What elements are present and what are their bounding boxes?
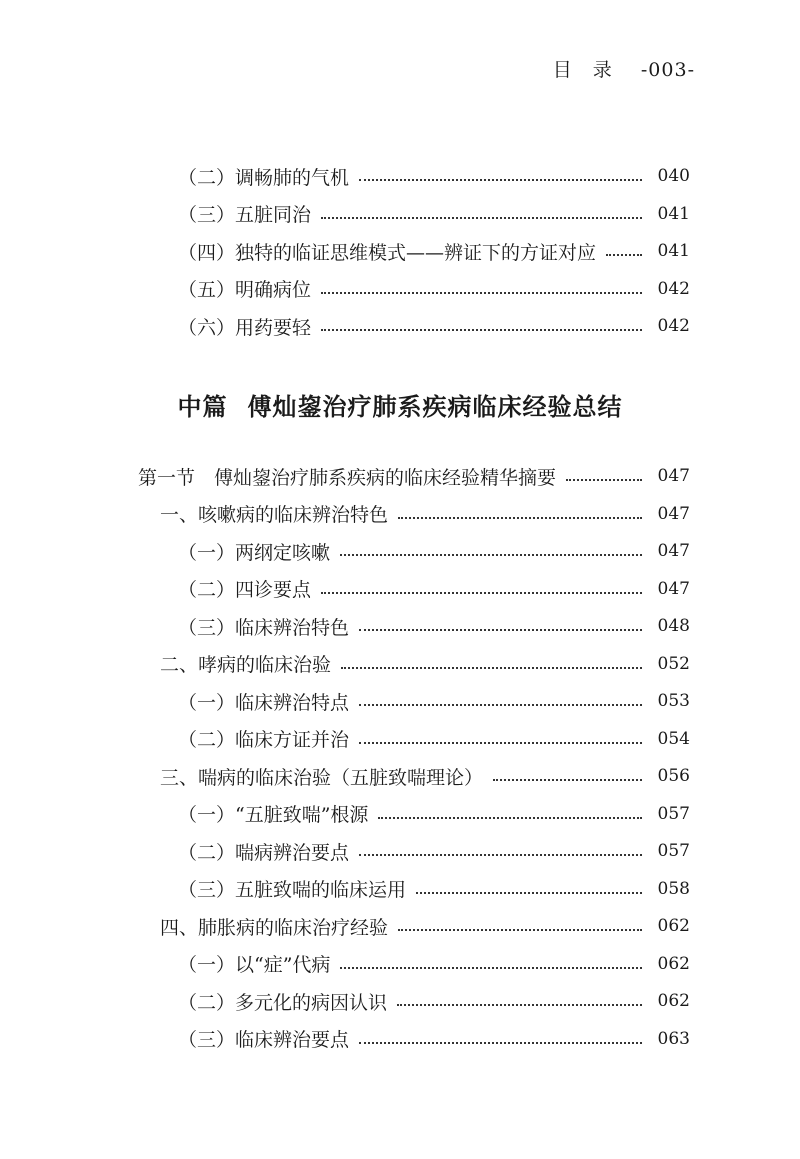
toc-leader-dots — [493, 779, 642, 781]
toc-entry-page: 054 — [657, 728, 690, 749]
toc-entry[interactable] — [0, 1024, 690, 1054]
part-heading — [0, 387, 800, 422]
header-page-number: -003- — [640, 59, 695, 81]
toc-entry-page: 047 — [657, 578, 690, 599]
toc-entry-label: （二）多元化的病因认识 — [178, 991, 388, 1014]
toc-entry-page: 041 — [657, 241, 690, 261]
toc-entry-label: （一）以“症”代病 — [178, 954, 331, 976]
toc-entry-page: 047 — [657, 466, 690, 486]
toc-leader-dots — [321, 217, 642, 219]
toc-entry[interactable] — [0, 649, 690, 679]
toc-entry-page: 053 — [657, 691, 690, 711]
toc-entry-page: 056 — [657, 766, 690, 786]
toc-leader-dots — [566, 479, 642, 481]
toc-entry-page: 062 — [657, 953, 690, 974]
toc-leader-dots — [378, 817, 642, 819]
toc-leader-dots — [359, 179, 642, 181]
toc-entry-page: 062 — [657, 991, 690, 1011]
toc-entry-page: 062 — [657, 916, 690, 936]
toc-entry-label: （六）用药要轻 — [178, 316, 312, 339]
toc-leader-dots — [321, 329, 642, 331]
toc-entry-label: （二）喘病辨治要点 — [178, 841, 350, 864]
toc-entry[interactable] — [0, 274, 690, 304]
toc-entry-label: （三）五脏同治 — [178, 204, 312, 226]
toc-leader-dots — [398, 929, 642, 931]
toc-entry-page: 052 — [657, 653, 690, 674]
toc-entry-page: 042 — [657, 278, 690, 299]
toc-entry-label: （二）临床方证并治 — [178, 729, 350, 751]
toc-entry-label: （三）五脏致喘的临床运用 — [178, 879, 407, 901]
toc-leader-dots — [606, 254, 642, 256]
toc-entry-page: 047 — [657, 541, 690, 561]
toc-entry-label: （一）临床辨治特点 — [178, 691, 350, 714]
toc-leader-dots — [359, 742, 642, 744]
toc-entry[interactable] — [0, 161, 690, 191]
toc-leader-dots — [340, 967, 642, 969]
toc-entry-page: 047 — [657, 503, 690, 524]
toc-entry-label: 四、肺胀病的临床治疗经验 — [160, 916, 389, 939]
toc-leader-dots — [416, 892, 642, 894]
toc-leader-dots — [398, 517, 642, 519]
toc-entry-page: 057 — [657, 803, 690, 824]
toc-entry-label: （三）临床辨治要点 — [178, 1029, 350, 1051]
header-section-title: 目 录 — [552, 59, 613, 81]
toc-entry-page: 040 — [657, 166, 690, 186]
part-title: 傅灿鋆治疗肺系疾病临床经验总结 — [247, 393, 623, 421]
toc-entry[interactable] — [0, 986, 690, 1016]
toc-entry-label: （一）两纲定咳嗽 — [178, 541, 331, 564]
toc-leader-dots — [359, 854, 642, 856]
toc-entry[interactable] — [0, 724, 690, 754]
toc-leader-dots — [340, 554, 642, 556]
toc-entry[interactable] — [0, 686, 690, 716]
toc-entry-label: （四）独特的临证思维模式——辨证下的方证对应 — [178, 241, 597, 264]
toc-leader-dots — [397, 1004, 642, 1006]
toc-entry[interactable] — [0, 536, 690, 566]
toc-leader-dots — [359, 629, 642, 631]
toc-entry[interactable] — [0, 949, 690, 979]
toc-entry-page: 048 — [657, 616, 690, 636]
part-name: 中篇 — [177, 393, 228, 421]
toc-entry-label: 三、喘病的临床治验（五脏致喘理论） — [160, 766, 484, 789]
toc-entry[interactable] — [0, 499, 690, 529]
toc-entry-label: 一、咳嗽病的临床辨治特色 — [160, 504, 389, 526]
running-header — [553, 55, 695, 82]
toc-entry[interactable] — [0, 311, 690, 341]
toc-leader-dots — [359, 1042, 642, 1044]
toc-entry[interactable] — [0, 836, 690, 866]
toc-entry-label: （五）明确病位 — [178, 279, 312, 301]
toc-entry[interactable] — [0, 574, 690, 604]
toc-entry[interactable] — [0, 799, 690, 829]
toc-entry-page: 058 — [657, 878, 690, 899]
toc-leader-dots — [341, 667, 642, 669]
toc-entry[interactable] — [0, 461, 690, 491]
toc-entry-label: 第一节 傅灿鋆治疗肺系疾病的临床经验精华摘要 — [138, 466, 557, 489]
toc-entry-page: 041 — [657, 203, 690, 224]
toc-entry[interactable] — [0, 911, 690, 941]
toc-leader-dots — [359, 704, 642, 706]
toc-entry[interactable] — [0, 611, 690, 641]
toc-entry-label: 二、哮病的临床治验 — [160, 654, 332, 676]
toc-entry[interactable] — [0, 199, 690, 229]
toc-entry-label: （二）四诊要点 — [178, 579, 312, 601]
toc-entry[interactable] — [0, 874, 690, 904]
toc-entry-label: （一）“五脏致喘”根源 — [178, 804, 369, 826]
toc-entry-label: （三）临床辨治特色 — [178, 616, 350, 639]
toc-entry-label: （二）调畅肺的气机 — [178, 166, 350, 189]
toc-entry[interactable] — [0, 236, 690, 266]
toc-entry-page: 042 — [657, 316, 690, 336]
toc-entry[interactable] — [0, 761, 690, 791]
toc-entry-page: 057 — [657, 841, 690, 861]
toc-leader-dots — [321, 592, 642, 594]
toc-leader-dots — [321, 292, 642, 294]
toc-entry-page: 063 — [657, 1028, 690, 1049]
